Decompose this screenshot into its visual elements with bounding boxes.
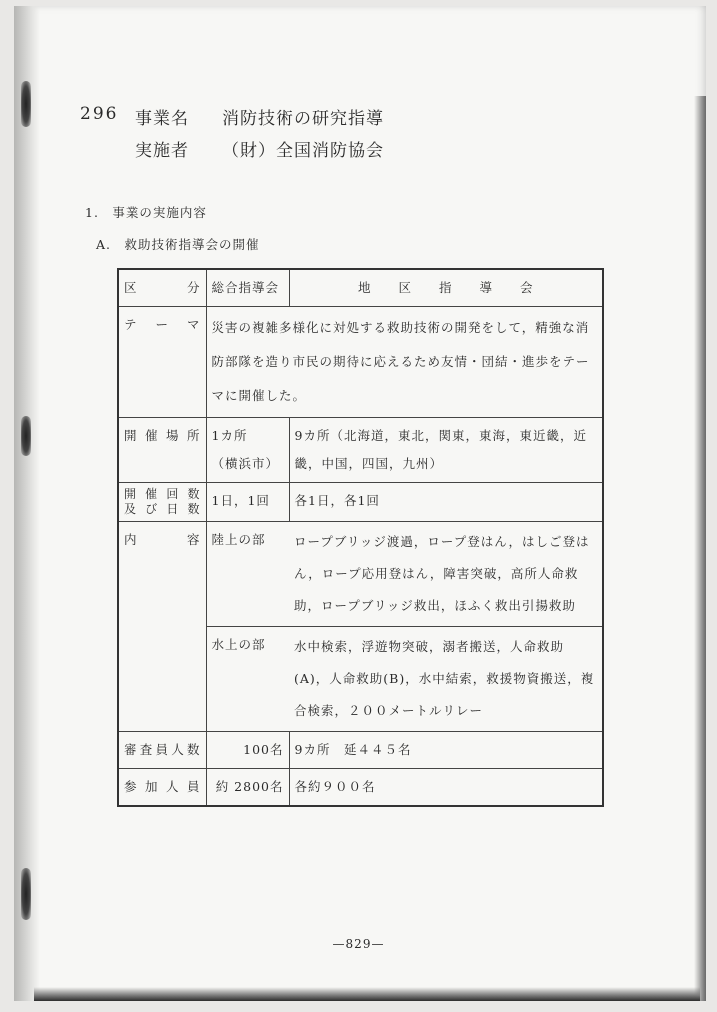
content-label: 内 容 (118, 522, 206, 732)
venue-label: 開催場所 (118, 418, 206, 483)
table-row (118, 732, 603, 769)
section-heading: 1. 事業の実施内容 (85, 205, 207, 220)
water-section-label: 水上の部 (206, 627, 289, 732)
header-category: 区 分 (118, 269, 206, 307)
punch-hole (21, 868, 31, 920)
venue-regional: 9カ所（北海道，東北，関東，東海，東近畿，近畿，中国，四国，九州） (289, 418, 603, 483)
implementer-value: （財）全国消防協会 (222, 141, 384, 161)
header-general: 総合指導会 (206, 269, 289, 307)
punch-hole (21, 416, 31, 456)
punch-hole (21, 81, 31, 127)
frequency-regional: 各1日，各1回 (289, 483, 603, 522)
judges-general: 100名 (206, 732, 289, 769)
participants-general: 約 2800名 (206, 769, 289, 807)
project-number: 296 (80, 104, 119, 124)
table-row (118, 418, 603, 483)
subsection-heading: A. 救助技術指導会の開催 (96, 237, 260, 252)
frequency-general: 1日，1回 (206, 483, 289, 522)
venue-general-city: （横浜市） (211, 456, 280, 471)
table-row (118, 307, 603, 418)
page-edge-shadow (694, 96, 706, 1001)
water-section-events: 水中検索，浮遊物突破，溺者搬送，人命救助(A)，人命救助(B)，水中結索，救援物資搬送，複合検索，２００メートルリレー (289, 627, 603, 732)
page-edge-shadow (34, 987, 700, 1001)
binding-shadow (14, 6, 40, 1001)
venue-general-count: 1カ所 (211, 428, 248, 443)
judges-label: 審査員人数 (118, 732, 206, 769)
header-regional: 地 区 指 導 会 (289, 269, 603, 307)
table-row (118, 269, 603, 307)
theme-label: テ ー マ (118, 307, 206, 418)
land-section-events: ロープブリッジ渡過，ロープ登はん，はしご登はん，ロープ応用登はん，障害突破，高所人命救助，ロープブリッジ救出，ほふく救出引揚救助 (289, 522, 603, 627)
table-row (118, 522, 603, 627)
participants-label: 参加人員 (118, 769, 206, 807)
frequency-label (118, 483, 206, 522)
implementer-label: 実施者 (135, 141, 189, 161)
theme-text: 災害の複雑多様化に対処する救助技術の開発をして，精強な消防部隊を造り市民の期待に応えるため友情・団結・進歩をテーマに開催した。 (206, 307, 603, 418)
project-name-value: 消防技術の研究指導 (222, 109, 384, 129)
participants-regional: 各約９００名 (289, 769, 603, 807)
frequency-label-line1: 開催回数 (124, 487, 201, 501)
judges-regional: 9カ所 延４４５名 (289, 732, 603, 769)
venue-general (206, 418, 289, 483)
table-row (118, 483, 603, 522)
frequency-label-line2: 及び日数 (124, 502, 201, 516)
project-name-label: 事業名 (135, 109, 189, 129)
page-number: —829— (332, 937, 385, 951)
land-section-label: 陸上の部 (206, 522, 289, 627)
rescue-training-table (117, 268, 604, 807)
table-row (118, 769, 603, 807)
